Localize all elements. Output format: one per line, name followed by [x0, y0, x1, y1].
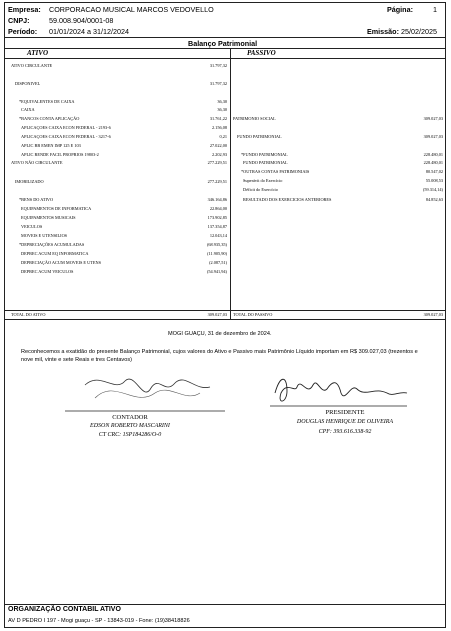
ativo-row-value: 137.354,87 — [207, 224, 227, 229]
section-divider — [5, 58, 445, 59]
ativo-row-label: APLICAÇOES CAIXA ECON FEDERAL - 3217-6 — [21, 134, 111, 139]
passivo-heading: PASSIVO — [247, 49, 276, 57]
ativo-row-label: DEPRECIAÇÃO ACUM MOVEIS E UTENS — [21, 260, 101, 265]
passivo-row-label: Déficit do Exercício — [243, 187, 278, 192]
ativo-row-label: MOVEIS E UTENSILIOS — [21, 233, 68, 238]
ativo-row-value: 31.797,32 — [209, 63, 227, 68]
ativo-row-value: 0,21 — [219, 134, 227, 139]
passivo-row-label: *FUNDO PATRIMONIAL — [241, 152, 288, 157]
cnpj-label: CNPJ: — [8, 16, 30, 25]
ativo-row-value: 36,30 — [217, 99, 227, 104]
footer-divider — [5, 604, 445, 605]
org-address: AV D PEDRO I 197 - Mogi guaçu - SP - 13843-019 - Fone: (19)38418826 — [8, 618, 190, 624]
passivo-row-value: (59.314,14) — [422, 187, 443, 192]
passivo-row-label: PATRIMONIO SOCIAL — [233, 116, 276, 121]
contador-signature-stroke — [85, 379, 210, 392]
totals-top-line — [5, 310, 445, 311]
ativo-row-label: EQUIPAMENTOS DE INFORMATICA — [21, 206, 92, 211]
passivo-total-value: 309.027,03 — [423, 312, 443, 317]
presidente-signature-stroke — [275, 379, 407, 401]
totals-bottom-line — [5, 319, 445, 320]
ativo-row-value: 346.164,86 — [207, 197, 227, 202]
passivo-row-value: 228.480,01 — [423, 160, 443, 165]
passivo-row-value: 228.480,01 — [423, 152, 443, 157]
ativo-total-label: TOTAL DO ATIVO — [11, 312, 46, 317]
declaration-text: Reconhecemos a exatidão do presente Balanço Patrimonial, cujos valores do Ativo e Passivo mais Patrimônio Líquido importam em R$ 309.027,03 (trezentos e nove mil, vinte e sete Reais e tres Centavos) — [21, 349, 418, 363]
passivo-total-label: TOTAL DO PASSIVO — [233, 312, 273, 317]
passivo-row-label: FUNDO PATRIMONIAL — [243, 160, 288, 165]
contador-signature-stroke — [95, 390, 200, 398]
passivo-row-value: 80.547,02 — [425, 169, 443, 174]
ativo-row-label: DISPONIVEL — [15, 81, 41, 86]
ativo-row-value: 36,30 — [217, 107, 227, 112]
ativo-row-label: ATIVO CIRCULANTE — [11, 63, 53, 68]
ativo-row-value: 2.202,93 — [211, 152, 227, 157]
ativo-row-label: *EQUIVALENTES DE CAIXA — [19, 99, 75, 104]
ativo-row-value: 27.022,00 — [209, 143, 227, 148]
ativo-row-label: *DEPRECIAÇÕES ACUMULADAS — [19, 242, 85, 247]
presidente-document: CPF: 393.616.338-92 — [318, 429, 372, 435]
document-page — [4, 2, 446, 628]
contador-role: CONTADOR — [112, 414, 148, 421]
ativo-row-label: IMOBILIZADO — [15, 179, 44, 184]
ativo-row-value: 277.229,51 — [207, 179, 227, 184]
empresa-label: Empresa: — [8, 5, 41, 14]
ativo-row-value: 31.761,22 — [209, 116, 227, 121]
passivo-row-label: FUNDO PATRIMONIAL — [237, 134, 282, 139]
pagina-label: Página: — [387, 5, 413, 14]
ativo-row-value: 22.864,00 — [209, 206, 227, 211]
presidente-name: DOUGLAS HENRIQUE DE OLIVEIRA — [296, 419, 394, 425]
passivo-row-value: 309.027,03 — [423, 116, 443, 121]
ativo-row-label: DEPREC ACUM VEICULOS — [21, 269, 74, 274]
ativo-row-value: 31.797,32 — [209, 81, 227, 86]
header-divider — [5, 37, 445, 38]
ativo-row-value: (54.941,94) — [206, 269, 227, 274]
ativo-row-value: (68.935,35) — [206, 242, 227, 247]
periodo-label: Período: — [8, 27, 38, 36]
column-divider — [230, 48, 231, 319]
place-date: MOGI GUAÇU, 31 de dezembro de 2024. — [168, 331, 272, 337]
ativo-row-value: (11.905,90) — [207, 251, 227, 256]
periodo-value: 01/01/2024 a 31/12/2024 — [49, 27, 129, 36]
ativo-row-value: 277.229,51 — [207, 160, 227, 165]
presidente-role: PRESIDENTE — [325, 409, 365, 416]
ativo-row-label: ATIVO NÃO CIRCULANTE — [11, 160, 63, 165]
ativo-row-label: EQUIPAMENTOS MUSICAIS — [21, 215, 76, 220]
passivo-row-label: *OUTRAS CONTAS PATRIMONIAIS — [241, 169, 310, 174]
ativo-row-label: APLIC RENDE FACIL PROPRIOS 19803-2 — [21, 152, 99, 157]
passivo-row-value: 309.027,03 — [423, 134, 443, 139]
ativo-row-value: 2.156,08 — [211, 125, 227, 130]
pagina-value: 1 — [433, 5, 437, 14]
emissao-label: Emissão: — [367, 27, 399, 36]
page-title: Balanço Patrimonial — [188, 39, 258, 48]
ativo-row-label: CAIXA — [21, 107, 35, 112]
contador-document: CT CRC: 1SP184286/O-0 — [98, 432, 162, 438]
cnpj-value: 59.008.904/0001-08 — [49, 16, 114, 25]
ativo-heading: ATIVO — [27, 49, 49, 57]
ativo-row-label: APLICAÇOES CAIXA ECON FEDERAL - 2193-6 — [21, 125, 111, 130]
empresa-value: CORPORACAO MUSICAL MARCOS VEDOVELLO — [49, 5, 214, 14]
ativo-row-value: (2.087,51) — [209, 260, 227, 265]
emissao-value: 25/02/2025 — [401, 27, 437, 36]
title-divider — [5, 48, 445, 49]
ativo-row-label: DEPREC ACUM EQ INFORMATICA — [21, 251, 89, 256]
passivo-row-value: 55.008,53 — [425, 178, 443, 183]
ativo-row-label: APLIC BB EMEN IMP 125 E 103 — [21, 143, 81, 148]
ativo-total-value: 309.027,03 — [207, 312, 227, 317]
contador-name: EDSON ROBERTO MASCARINI — [90, 423, 170, 429]
ativo-row-value: 12.043,14 — [209, 233, 227, 238]
ativo-row-label: *BANCOS CONTA APLICAÇÃO — [19, 116, 80, 121]
passivo-row-value: 84.852,63 — [425, 197, 443, 202]
org-name: ORGANIZAÇÃO CONTABIL ATIVO — [8, 606, 121, 613]
passivo-row-label: RESULTADO DOS EXERCICIOS ANTERIORES — [243, 197, 332, 202]
ativo-row-label: *BENS DO ATIVO — [19, 197, 54, 202]
passivo-row-label: Superávit do Exercício — [243, 178, 283, 183]
ativo-row-label: VEICULOS — [21, 224, 43, 229]
ativo-row-value: 173.902,85 — [207, 215, 227, 220]
